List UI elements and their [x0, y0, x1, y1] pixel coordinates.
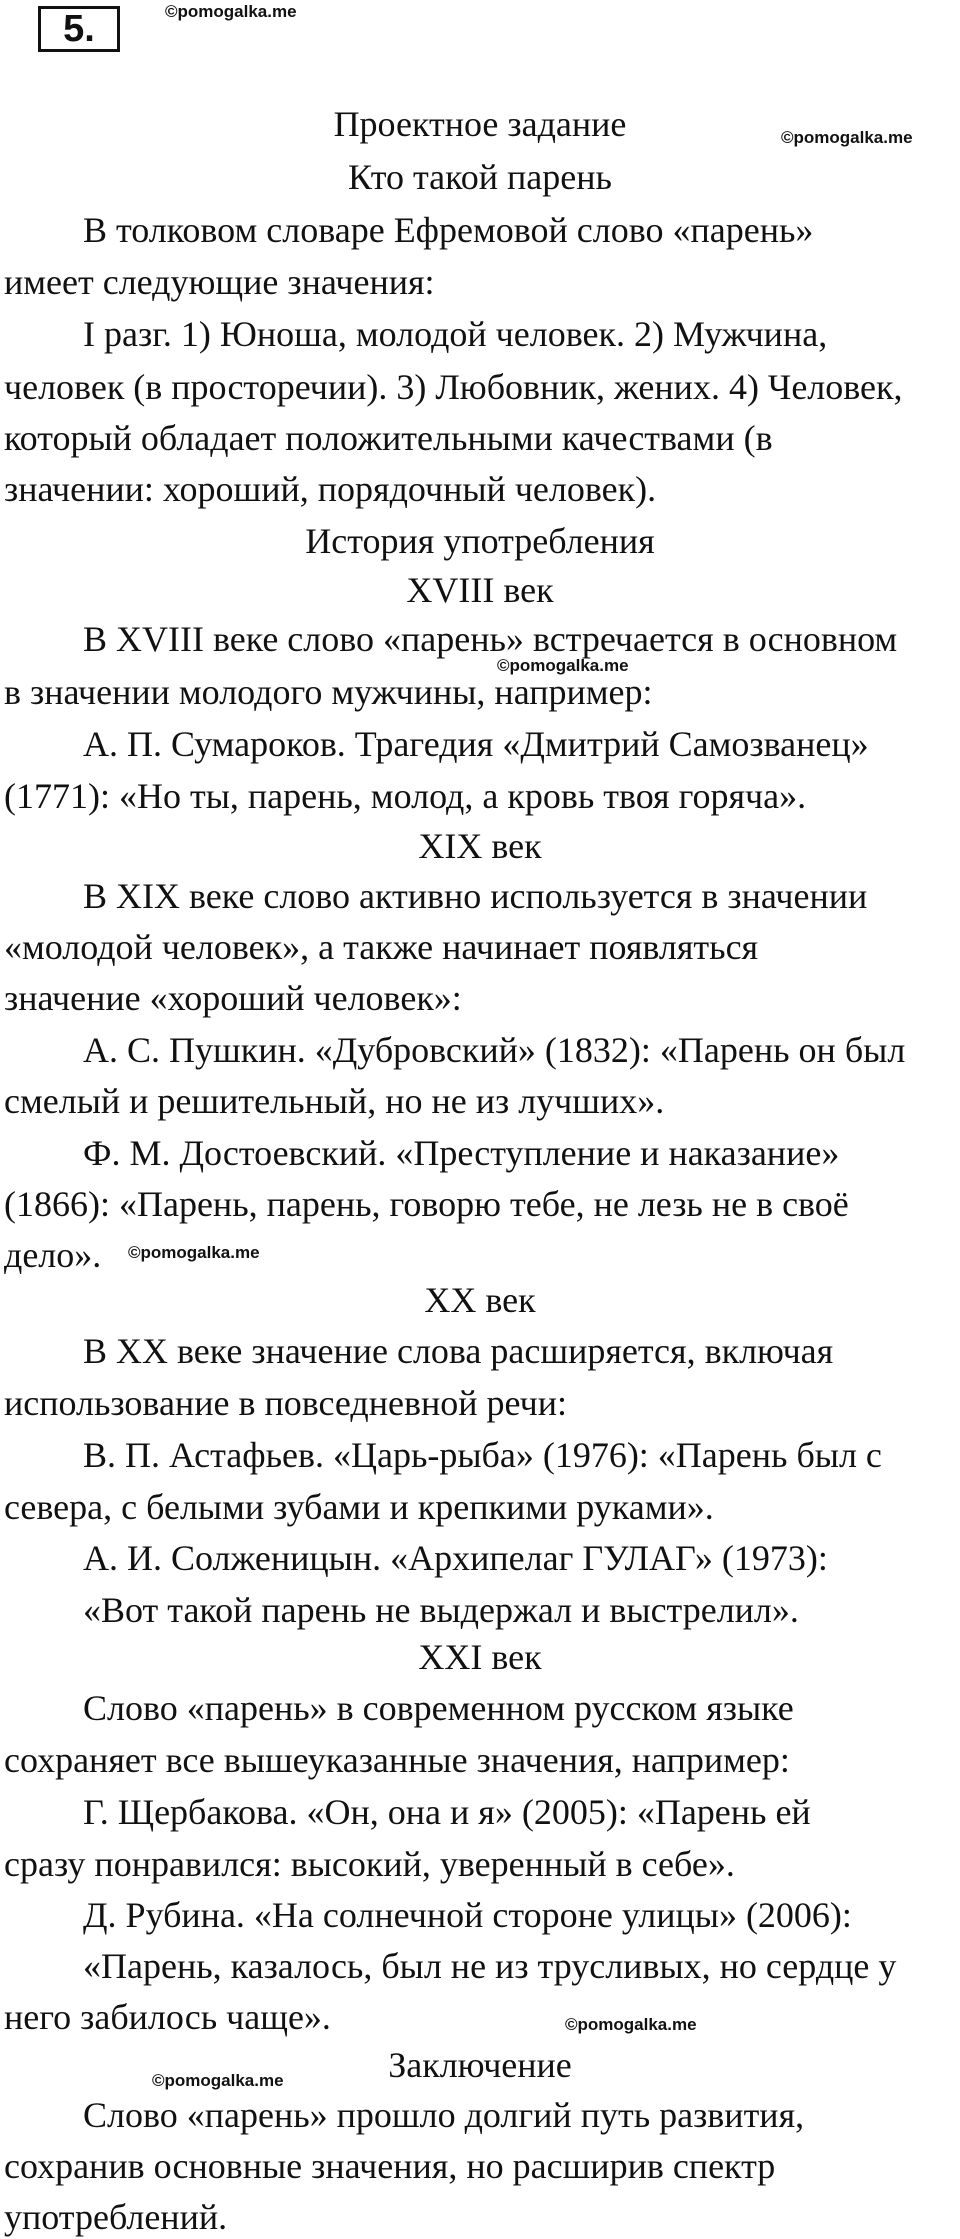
document-title: Кто такой парень: [348, 157, 612, 197]
text-line: сохранив основные значения, но расширив спектр: [4, 2146, 776, 2186]
section-heading: Заключение: [388, 2045, 572, 2085]
text-line: В. П. Астафьев. «Царь-рыба» (1976): «Парень был с: [83, 1435, 882, 1475]
text-line: Д. Рубина. «На солнечной стороне улицы» (2006):: [83, 1895, 852, 1935]
text-line: севера, с белыми зубами и крепкими руками».: [4, 1487, 714, 1527]
text-line: В XX веке значение слова расширяется, включая: [83, 1331, 834, 1371]
text-line: Слово «парень» прошло долгий путь развития,: [83, 2095, 805, 2135]
section-heading: XIX век: [418, 826, 542, 866]
text-line: Слово «парень» в современном русском языке: [83, 1688, 794, 1728]
text-line: (1866): «Парень, парень, говорю тебе, не лезь не в своё: [4, 1184, 849, 1224]
watermark: ©pomogalka.me: [497, 656, 629, 675]
section-heading: XVIII век: [406, 570, 554, 610]
watermark: ©pomogalka.me: [781, 128, 913, 147]
task-number-box: 5.: [38, 6, 120, 52]
text-line: значение «хороший человек»:: [4, 978, 462, 1018]
section-heading: История употребления: [305, 521, 655, 561]
text-line: (1771): «Но ты, парень, молод, а кровь твоя горяча».: [4, 776, 807, 816]
text-line: него забилось чаще».: [4, 1997, 331, 2037]
section-heading: XX век: [424, 1280, 536, 1320]
text-line: сохраняет все вышеуказанные значения, например:: [4, 1740, 790, 1780]
text-line: в значении молодого мужчины, например:: [4, 672, 653, 712]
text-line: смелый и решительный, но не из лучших».: [4, 1081, 665, 1121]
text-line: В XIX веке слово активно используется в значении: [83, 876, 868, 916]
text-line: Г. Щербакова. «Он, она и я» (2005): «Парень ей: [83, 1792, 811, 1832]
watermark: ©pomogalka.me: [565, 2015, 697, 2034]
text-line: человек (в просторечии). 3) Любовник, жених. 4) Человек,: [4, 367, 903, 407]
text-line: I разг. 1) Юноша, молодой человек. 2) Мужчина,: [83, 314, 828, 354]
text-line: «Парень, казалось, был не из трусливых, но сердце у: [83, 1946, 897, 1986]
section-heading: XXI век: [418, 1637, 542, 1677]
text-line: В XVIII веке слово «парень» встречается в основном: [83, 619, 898, 659]
text-line: который обладает положительными качествами (в: [4, 418, 773, 458]
text-line: употреблений.: [4, 2197, 228, 2237]
text-line: А. С. Пушкин. «Дубровский» (1832): «Парень он был: [83, 1030, 906, 1070]
text-line: Ф. М. Достоевский. «Преступление и наказание»: [83, 1133, 840, 1173]
text-line: А. И. Солженицын. «Архипелаг ГУЛАГ» (1973):: [83, 1538, 828, 1578]
section-heading: Проектное задание: [333, 104, 627, 144]
text-line: использование в повседневной речи:: [4, 1383, 567, 1423]
watermark: ©pomogalka.me: [165, 2, 297, 21]
watermark: ©pomogalka.me: [152, 2071, 284, 2090]
text-line: имеет следующие значения:: [4, 262, 435, 302]
text-line: В толковом словаре Ефремовой слово «парень»: [83, 210, 814, 250]
text-line: «молодой человек», а также начинает появляться: [4, 927, 759, 967]
watermark: ©pomogalka.me: [128, 1243, 260, 1262]
text-line: значении: хороший, порядочный человек).: [4, 469, 657, 509]
text-line: «Вот такой парень не выдержал и выстрелил».: [83, 1590, 799, 1630]
text-line: А. П. Сумароков. Трагедия «Дмитрий Самозванец»: [83, 724, 869, 764]
text-line: сразу понравился: высокий, уверенный в себе».: [4, 1844, 735, 1884]
text-line: дело».: [4, 1235, 102, 1275]
